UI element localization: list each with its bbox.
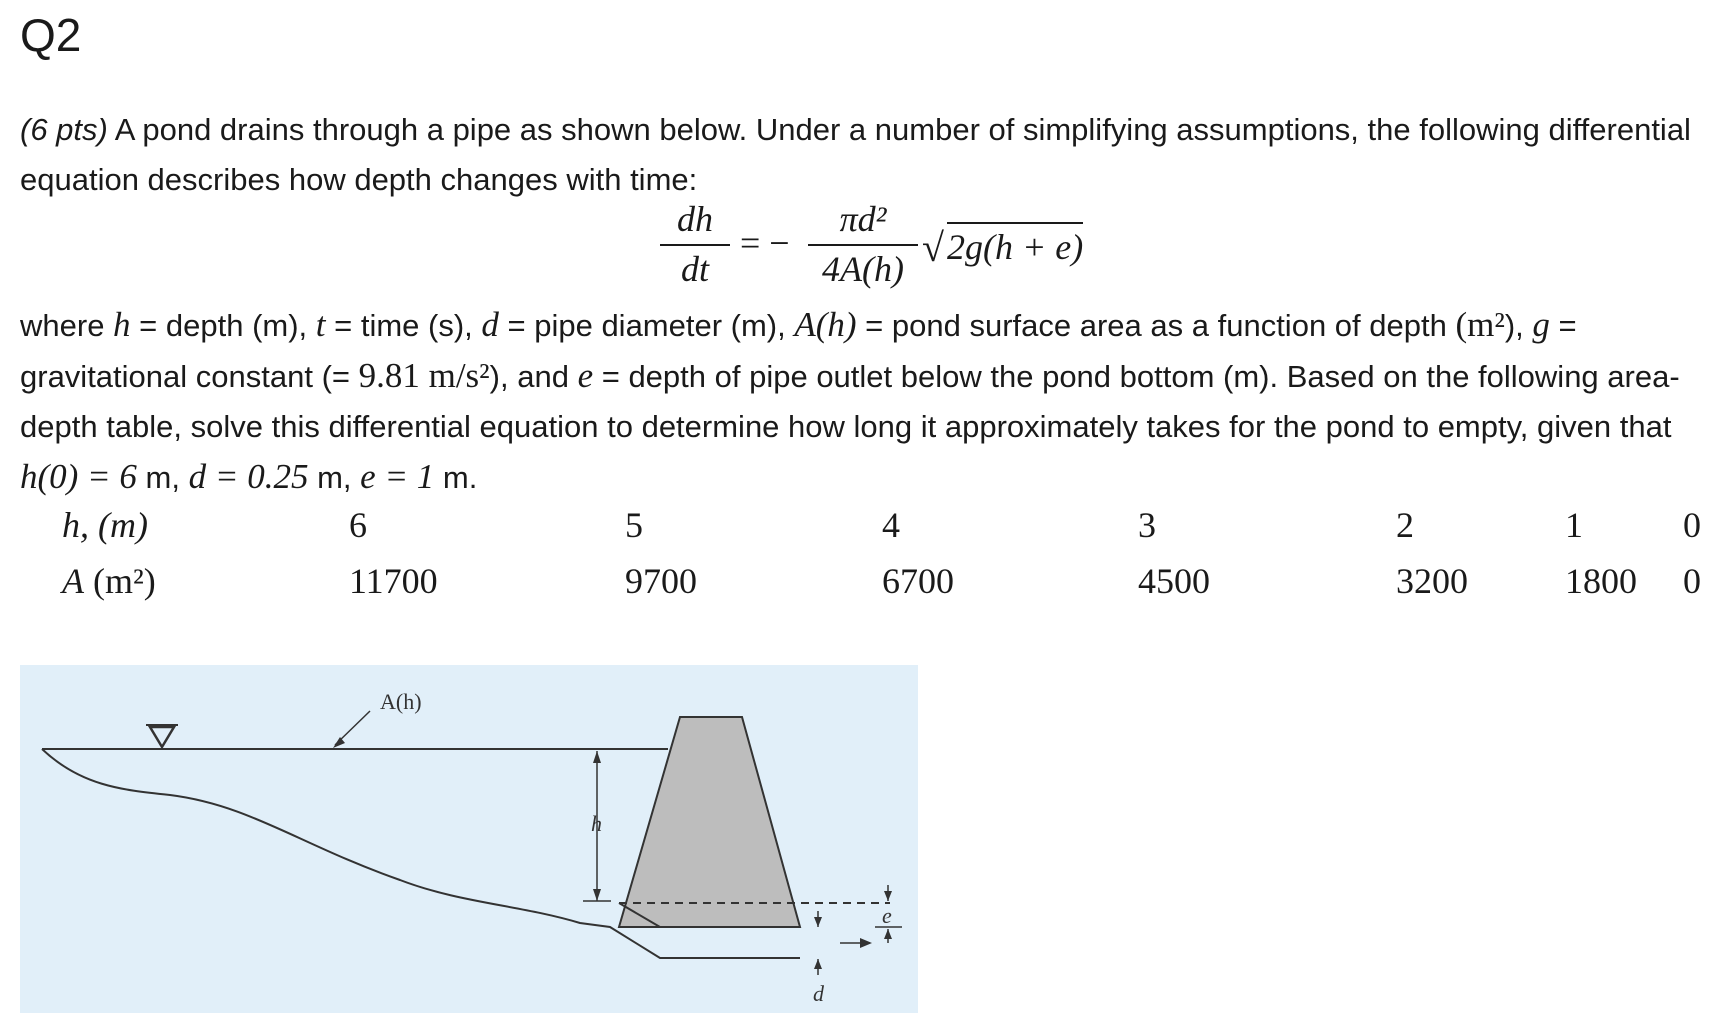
pond-diagram: [20, 665, 918, 1013]
where-text-4: = pipe diameter (m),: [498, 308, 795, 343]
table-cell: 4: [882, 505, 900, 545]
d-arrow-bottom: [814, 959, 822, 969]
outlet-depth-value: e = 1: [360, 457, 435, 496]
outlet-flow-arrow: [860, 938, 872, 948]
table-cell: 0: [1683, 561, 1701, 601]
lhs-denominator: dt: [680, 249, 709, 289]
where-text-2: = depth (m),: [130, 308, 316, 343]
radicand: 2g(h + e): [947, 222, 1083, 268]
var-h: h: [113, 305, 131, 344]
where-paragraph: [20, 300, 1710, 503]
where-text-11: m,: [308, 460, 361, 495]
table-cell: 6700: [882, 561, 954, 601]
free-surface-icon: [150, 727, 174, 747]
d-arrow-top: [814, 917, 822, 927]
diameter-value: d = 0.25: [188, 457, 309, 496]
e-arrow-top: [884, 891, 892, 901]
initial-depth: h(0) = 6: [20, 457, 137, 496]
where-text-8: ), and: [489, 359, 578, 394]
points-label: (6 pts): [20, 112, 108, 147]
gravity-value: 9.81 m/s²: [358, 356, 490, 395]
table-header-h: h, (m): [62, 505, 148, 545]
rhs-denominator: 4A(h): [822, 249, 904, 289]
fraction-bar-2: [808, 244, 918, 246]
var-g: g: [1532, 305, 1550, 344]
where-text-6: ),: [1504, 308, 1533, 343]
var-Ah: A(h): [794, 305, 857, 344]
table-cell: 4500: [1138, 561, 1210, 601]
where-text-3: = time (s),: [325, 308, 482, 343]
e-arrow-bottom: [884, 929, 892, 939]
table-row-h: [0, 504, 1728, 554]
table-header-A-unit: (m²): [84, 561, 156, 601]
where-text-5: = pond surface area as a function of depth: [856, 308, 1456, 343]
var-d: d: [481, 305, 499, 344]
where-text-12: m.: [434, 460, 478, 495]
table-cell: 6: [349, 505, 367, 545]
equals-minus: = −: [740, 223, 790, 263]
table-cell: 3: [1138, 505, 1156, 545]
var-e: e: [577, 356, 594, 395]
label-Ah: A(h): [380, 689, 422, 714]
where-text-10: m,: [136, 460, 189, 495]
table-cell: 5: [625, 505, 643, 545]
label-h: h: [591, 811, 602, 836]
table-header-A-var: A: [62, 561, 84, 601]
question-label: Q2: [20, 9, 82, 61]
question-intro: [20, 105, 1710, 205]
differential-equation: [660, 198, 1120, 303]
table-cell: 11700: [349, 561, 438, 601]
table-cell: 3200: [1396, 561, 1468, 601]
fraction-bar: [660, 244, 730, 246]
label-e: e: [882, 903, 892, 928]
table-row-A: [0, 560, 1728, 610]
label-d: d: [813, 981, 824, 1006]
h-arrow-top: [593, 751, 601, 763]
where-text-1: where: [20, 308, 114, 343]
unit-m2: (m²: [1455, 305, 1505, 344]
var-t: t: [315, 305, 326, 344]
rhs-numerator: πd²: [839, 199, 887, 239]
lhs-fraction: [660, 198, 730, 290]
table-cell: 2: [1396, 505, 1414, 545]
intro-text: A pond drains through a pipe as shown below. Under a number of simplifying assumptions, the following differential equation describes how depth changes with time:: [20, 112, 1691, 197]
h-arrow-bottom: [593, 889, 601, 901]
table-cell: 0: [1683, 505, 1701, 545]
sqrt-sign: √: [922, 225, 944, 270]
rhs-fraction: [808, 198, 918, 290]
where-text-7: = gravitational constant (=: [20, 308, 1577, 394]
table-cell: 1800: [1565, 561, 1637, 601]
Ah-leader-arrow: [333, 737, 345, 748]
lhs-numerator: dh: [677, 199, 713, 239]
pond-diagram-svg: [20, 665, 918, 1013]
table-cell: 1: [1565, 505, 1583, 545]
table-cell: 9700: [625, 561, 697, 601]
where-text-9: = depth of pipe outlet below the pond bottom (m). Based on the following area-depth table, solve this differential equation to determine how long it approximately takes for the pond to empty, given that: [20, 359, 1680, 444]
table-header-A: [62, 560, 156, 602]
